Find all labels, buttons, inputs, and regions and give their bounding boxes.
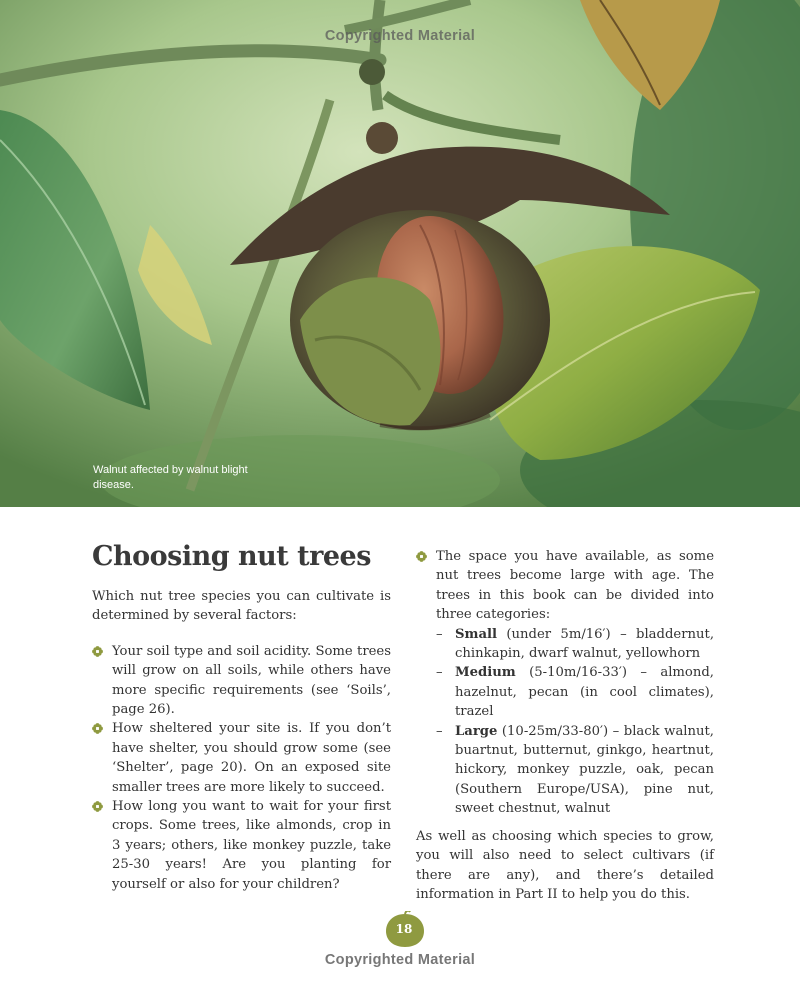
category-size: (10-25m/33-80′) — [501, 723, 609, 739]
category-examples: bladdernut, chinkapin, dwarf walnut, yellowhorn — [455, 626, 715, 662]
closing-paragraph: As well as choosing which species to grow, you will also need to select cultivars (if there are any), and there’s detailed information in Part II to help you do this. — [416, 828, 714, 902]
category-size: (5-10m/16-33′) — [529, 665, 628, 681]
list-item-text: How sheltered your site is. If you don’t have shelter, you should grow some (see ‘Shelter’, page 20). On an exposed site smaller trees are more likely to succeed. — [112, 721, 391, 795]
left-column — [92, 587, 391, 894]
category-sep: – — [620, 626, 627, 642]
size-category-large — [436, 722, 714, 819]
list-item-text: Your soil type and soil acidity. Some trees will grow on all soils, while others have more specific requirements (see ‘Soils’, page 26). — [112, 643, 391, 718]
size-category-list — [436, 625, 714, 819]
category-name: Medium — [455, 665, 516, 681]
list-item-text: The space you have available, as some nut trees become large with age. The trees in this book can be divided into three categories: — [436, 549, 714, 623]
page-number: 18 — [395, 922, 413, 936]
size-category-medium — [436, 663, 714, 721]
factor-list — [92, 642, 391, 894]
category-examples: almond, hazelnut, pecan (in cool climates), trazel — [455, 665, 714, 720]
list-item — [92, 642, 391, 720]
photo-caption: Walnut affected by walnut blight disease. — [93, 464, 248, 491]
flower-bullet-icon — [92, 646, 103, 657]
dash-marker: – — [436, 665, 443, 681]
list-item — [92, 719, 391, 797]
watermark-top: Copyrighted Material — [324, 28, 476, 44]
category-name: Small — [455, 626, 498, 642]
page-title: Choosing nut trees — [92, 541, 371, 572]
size-category-small — [436, 625, 714, 664]
list-item — [416, 547, 714, 819]
list-item — [92, 797, 391, 894]
category-sep: – — [612, 723, 620, 739]
flower-bullet-icon — [416, 551, 427, 562]
category-examples: black walnut, buartnut, butternut, ginkgo, heartnut, hickory, monkey puzzle, oak, pecan (Southern Europe/USA), pine nut, sweet chestnut, walnut — [455, 723, 714, 817]
category-size: (under 5m/16′) — [506, 626, 611, 642]
right-column — [416, 547, 714, 904]
category-name: Large — [455, 723, 498, 739]
flower-bullet-icon — [92, 723, 103, 734]
flower-bullet-icon — [92, 801, 103, 812]
intro-paragraph: Which nut tree species you can cultivate is determined by several factors: — [92, 589, 391, 624]
dash-marker: – — [436, 626, 443, 642]
list-item-text: How long you want to wait for your first crops. Some trees, like almonds, crop in 3 years; others, like monkey puzzle, take 25-30 years! Are you planting for yourself or also for your children? — [112, 799, 391, 892]
watermark-bottom: Copyrighted Material — [324, 952, 476, 968]
space-list — [416, 547, 714, 819]
category-sep: – — [640, 665, 647, 681]
dash-marker: – — [436, 723, 443, 739]
